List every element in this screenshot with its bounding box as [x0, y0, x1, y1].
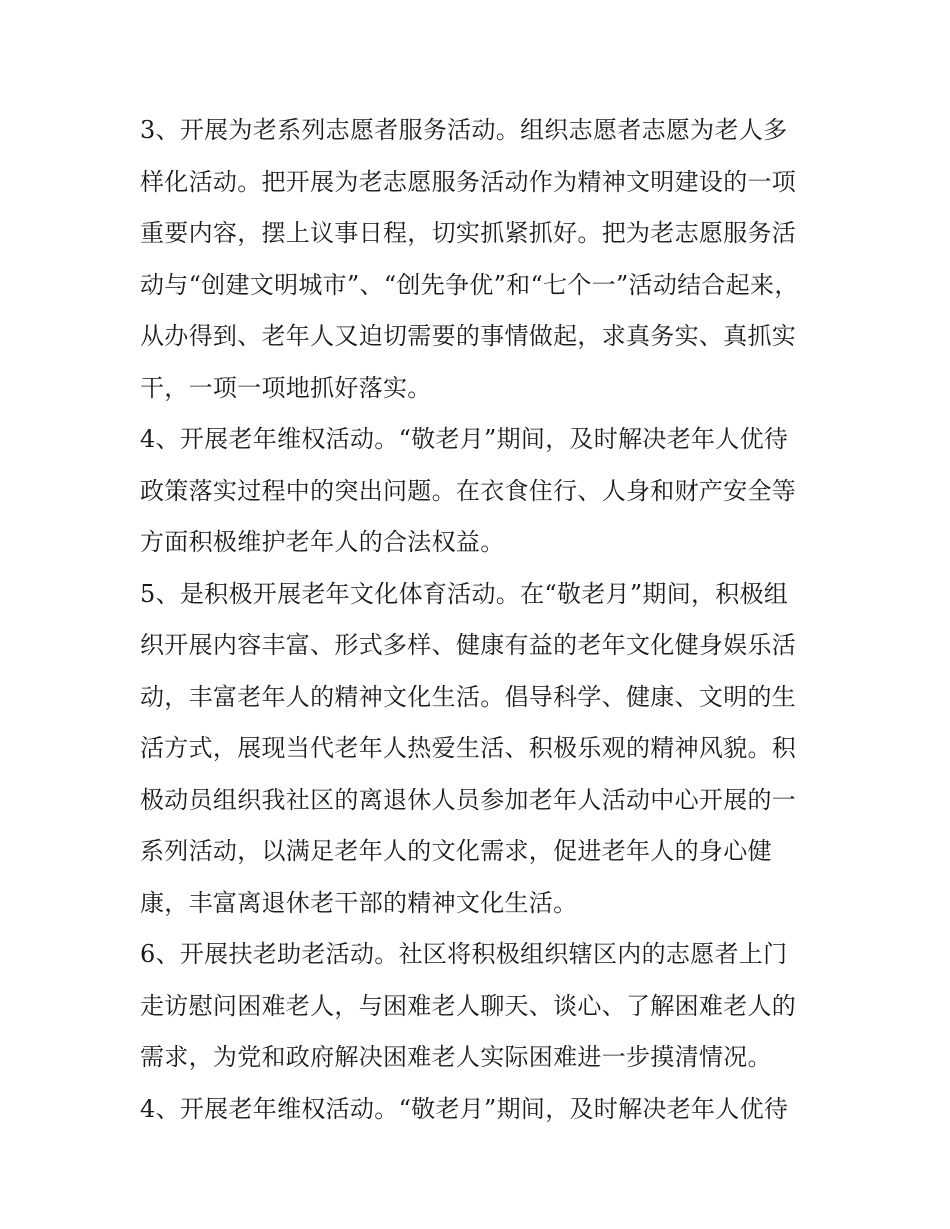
text-line-19: 需求，为党和政府解决困难老人实际困难进一步摸清情况。 — [140, 1043, 772, 1071]
text-line-11: 织开展内容丰富、形式多样、健康有益的老年文化健身娱乐活 — [140, 631, 797, 659]
text-line-7: 4、开展老年维权活动。“敬老月”期间，及时解决老年人优待 — [140, 425, 789, 453]
text-line-18: 走访慰问困难老人，与困难老人聊天、谈心、了解困难老人的 — [140, 991, 797, 1020]
text-line-3: 重要内容，摆上议事日程，切实抓紧抓好。把为老志愿服务活 — [140, 219, 797, 247]
text-line-20: 4、开展老年维权活动。“敬老月”期间，及时解决老年人优待 — [140, 1094, 789, 1123]
text-line-4: 动与“创建文明城市”、“创先争优”和“七个一”活动结合起来， — [140, 270, 799, 299]
text-line-5: 从办得到、老年人又迫切需要的事情做起，求真务实、真抓实 — [140, 322, 797, 350]
text-line-2: 样化活动。把开展为老志愿服务活动作为精神文明建设的一项 — [140, 167, 797, 196]
text-line-9: 方面积极维护老年人的合法权益。 — [140, 528, 505, 556]
text-line-10: 5、是积极开展老年文化体育活动。在“敬老月”期间，积极组 — [140, 579, 789, 608]
text-line-12: 动，丰富老年人的精神文化生活。倡导科学、健康、文明的生 — [140, 682, 797, 711]
text-line-1: 3、开展为老系列志愿者服务活动。组织志愿者志愿为老人多 — [140, 116, 788, 144]
text-line-14: 极动员组织我社区的离退休人员参加老年人活动中心开展的一 — [140, 785, 797, 814]
text-line-8: 政策落实过程中的突出问题。在衣食住行、人身和财产安全等 — [140, 476, 797, 505]
text-line-15: 系列活动，以满足老年人的文化需求，促进老年人的身心健 — [140, 837, 772, 865]
text-line-16: 康，丰富离退休老干部的精神文化生活。 — [140, 888, 578, 917]
text-line-17: 6、开展扶老助老活动。社区将积极组织辖区内的志愿者上门 — [140, 940, 788, 968]
document-page — [140, 105, 820, 1135]
text-line-13: 活方式，展现当代老年人热爱生活、积极乐观的精神风貌。积 — [140, 734, 797, 762]
text-line-6: 干，一项一项地抓好落实。 — [140, 373, 432, 402]
